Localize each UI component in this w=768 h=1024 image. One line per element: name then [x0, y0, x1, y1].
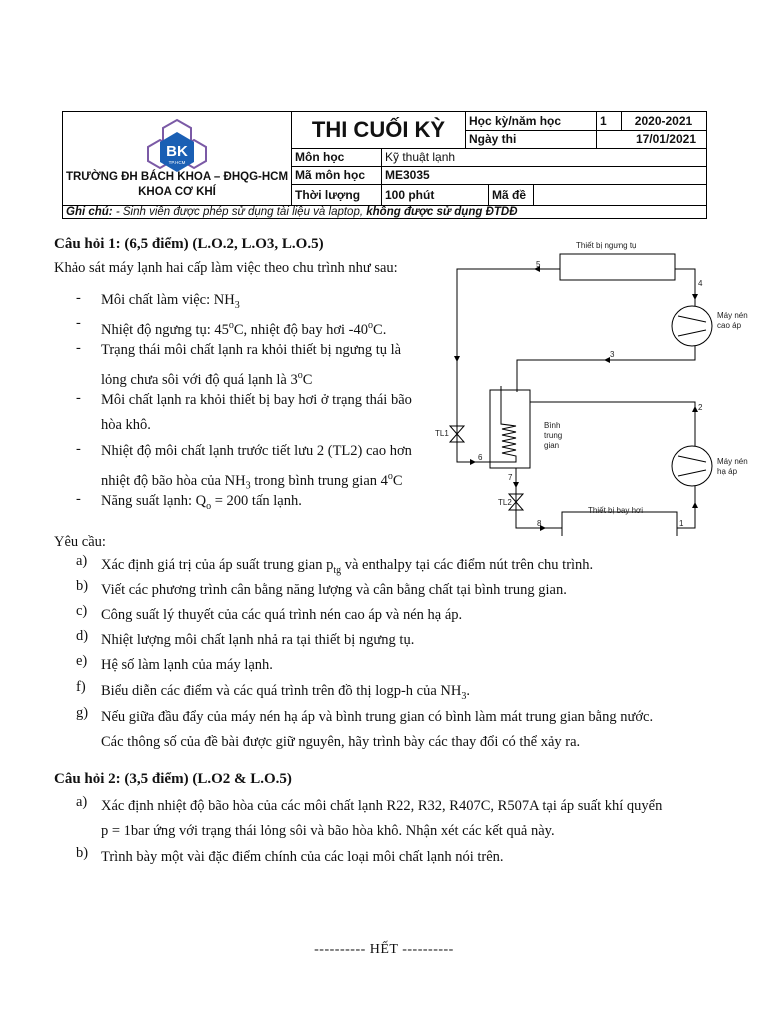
evaporator-box	[562, 512, 677, 536]
q1-heading: Câu hỏi 1: (6,5 điểm) (L.O.2, L.O3, L.O.5)	[54, 236, 324, 252]
point-8: 8	[537, 519, 542, 528]
exam-header-table	[62, 111, 707, 219]
lp-compressor	[672, 446, 712, 486]
tl1-label: TL1	[435, 429, 449, 438]
list-item: Năng suất lạnh: $Q_o = 200$ tấn lạnh.	[101, 493, 302, 512]
date-value: 17/01/2021	[635, 132, 696, 146]
list-item: p = 1bar ứng với trạng thái lỏng sôi và bão hòa khô. Nhận xét các kết quả này.	[101, 823, 555, 839]
requirements-label: Yêu cầu:	[54, 534, 106, 550]
svg-text:BK: BK	[166, 143, 188, 160]
evaporator-label: Thiết bị bay hơi	[588, 506, 644, 515]
list-item: Xác định giá trị của áp suất trung gian $p_{tg}$ và enthalpy tại các điểm nút trên chu trình.	[101, 557, 594, 576]
school-name: TRƯỜNG ĐH BÁCH KHOA – ĐHQG-HCM KHOA CƠ KHÍ	[65, 171, 289, 198]
list-item: Nếu giữa đầu đẩy của máy nén hạ áp và bình trung gian có bình làm mát trung gian bằng nước.	[101, 709, 654, 725]
list-item: nhiệt độ bão hòa của $NH_3$ trong bình trung gian 4$^o$C	[101, 471, 403, 492]
point-4: 4	[698, 279, 703, 288]
list-item: Hệ số làm lạnh của máy lạnh.	[101, 657, 273, 673]
subject-label: Môn học	[295, 150, 345, 164]
svg-text:TP.HCM: TP.HCM	[168, 160, 186, 165]
list-item: hòa khô.	[101, 417, 151, 433]
exam-code-label: Mã đề	[492, 187, 527, 202]
point-6: 6	[478, 453, 483, 462]
list-item: Nhiệt độ môi chất lạnh trước tiết lưu 2 (TL2) cao hơn	[101, 443, 412, 459]
svg-text:hạ áp: hạ áp	[717, 467, 738, 476]
list-item: Các thông số của đề bài được giữ nguyên, hãy trình bày các thay đổi có thể xảy ra.	[101, 734, 581, 750]
q1-intro: Khảo sát máy lạnh hai cấp làm việc theo chu trình như sau:	[54, 260, 398, 276]
duration-value: 100 phút	[385, 187, 435, 202]
exam-title: THI CUỐI KỲ	[311, 117, 446, 142]
course-code-label: Mã môn học	[295, 168, 366, 182]
vessel-label: Bình	[544, 421, 561, 430]
list-item: Xác định nhiệt độ bão hòa của các môi chất lạnh R22, R32, R407C, R507A tại áp suất khí quyển	[101, 798, 663, 814]
list-item: Công suất lý thuyết của các quá trình nén cao áp và nén hạ áp.	[101, 607, 463, 623]
svg-text:cao áp: cao áp	[717, 321, 742, 330]
svg-text:trung: trung	[544, 431, 563, 440]
term-value: 1	[600, 114, 607, 128]
year-value: 2020-2021	[634, 114, 693, 128]
hp-compressor-label: Máy nén	[717, 311, 748, 320]
list-item: Trạng thái môi chất lạnh ra khỏi thiết bị ngưng tụ là	[101, 342, 402, 358]
two-stage-refrigeration-diagram	[430, 236, 760, 536]
course-code-value: ME3035	[385, 168, 430, 182]
exam-note: Ghi chú: - Sinh viên được phép sử dụng tài liệu và laptop, không được sử dụng ĐTDĐ	[66, 206, 518, 218]
date-label: Ngày thi	[469, 132, 517, 146]
list-item: Môi chất làm việc: $NH_3$	[101, 292, 240, 311]
svg-text:gian: gian	[544, 441, 560, 450]
duration-label: Thời lượng	[295, 187, 361, 202]
university-logo	[146, 118, 208, 176]
point-2: 2	[698, 403, 703, 412]
point-3: 3	[610, 350, 615, 359]
condenser-label: Thiết bị ngưng tụ	[576, 241, 637, 250]
condenser-box	[560, 254, 675, 280]
point-5: 5	[536, 260, 541, 269]
hp-compressor	[672, 306, 712, 346]
point-7: 7	[508, 473, 513, 482]
list-item: Môi chất lạnh ra khỏi thiết bị bay hơi ở trạng thái bão	[101, 392, 412, 408]
list-item: Trình bày một vài đặc điểm chính của các loại môi chất lạnh nói trên.	[101, 849, 504, 865]
term-label: Học kỳ/năm học	[469, 114, 562, 128]
lp-compressor-label: Máy nén	[717, 457, 748, 466]
list-item: lỏng chưa sôi với độ quá lạnh là 3$^o$C	[101, 370, 313, 388]
list-item: Viết các phương trình cân bằng năng lượng và cân bằng chất tại bình trung gian.	[101, 582, 567, 598]
end-marker: ---------- HẾT ----------	[314, 942, 454, 957]
point-1: 1	[679, 519, 684, 528]
subject-value: Kỹ thuật lạnh	[385, 150, 456, 164]
tl2-label: TL2	[498, 498, 512, 507]
intermediate-vessel	[490, 390, 530, 468]
list-item: Nhiệt độ ngưng tụ: 45$^o$C, nhiệt độ bay hơi -40$^o$C.	[101, 320, 387, 338]
q2-heading: Câu hỏi 2: (3,5 điểm) (L.O2 & L.O.5)	[54, 771, 292, 787]
list-item: Nhiệt lượng môi chất lạnh nhả ra tại thiết bị ngưng tụ.	[101, 632, 415, 648]
list-item: Biểu diễn các điểm và các quá trình trên đồ thị logp-h của $NH_3$.	[101, 683, 470, 702]
